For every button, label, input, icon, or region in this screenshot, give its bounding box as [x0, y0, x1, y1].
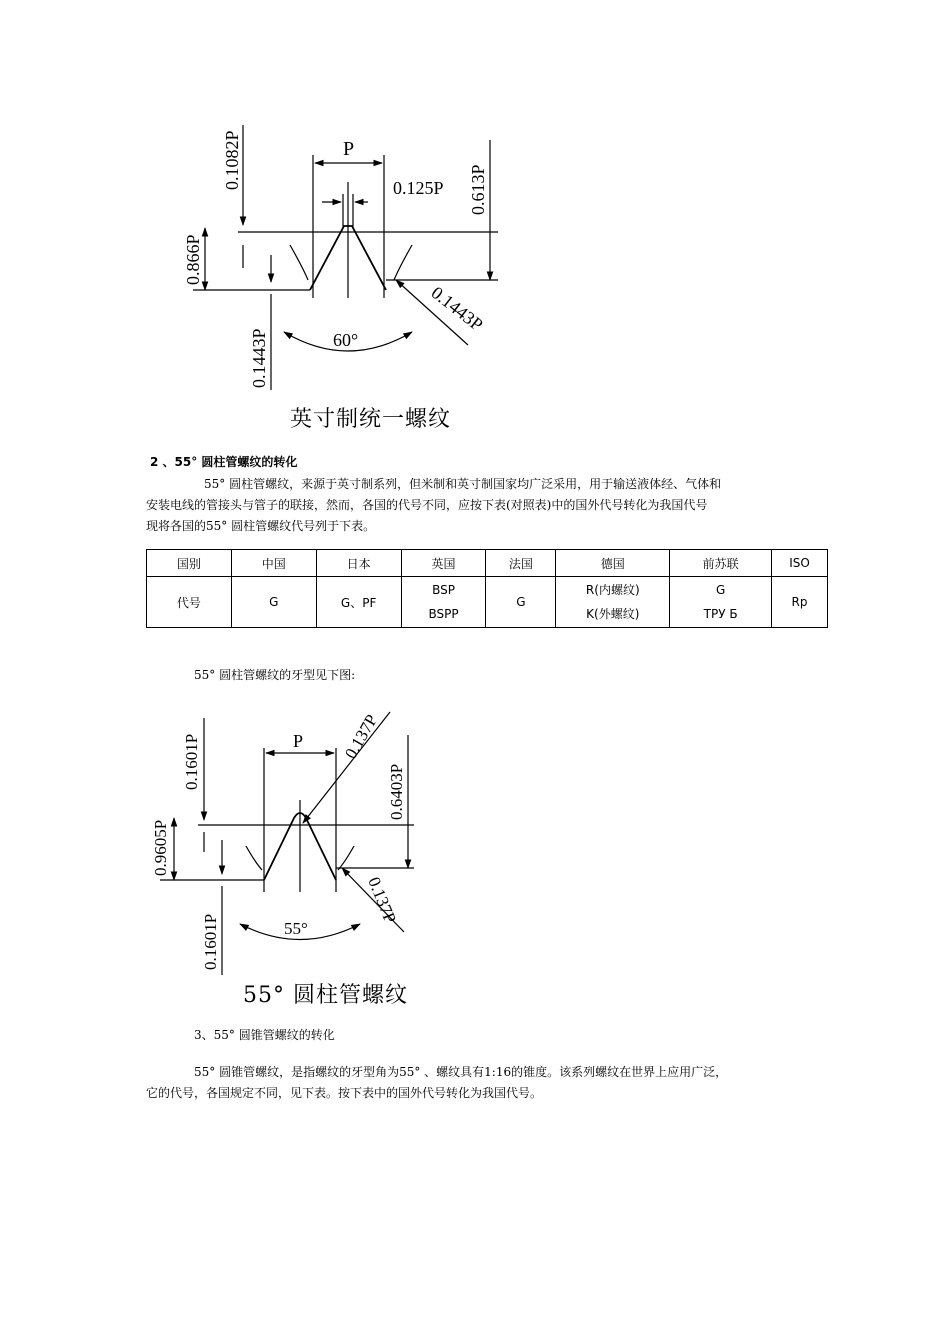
thread-code-table — [146, 549, 828, 628]
row-label: 代号 — [147, 577, 232, 628]
figure1-caption: 英寸制统一螺纹 — [290, 407, 452, 432]
header-uk: 英国 — [401, 550, 486, 577]
section3-paragraph — [146, 1062, 836, 1104]
fig2-label-root-right: 0.137P — [364, 874, 400, 926]
cell-china: G — [231, 577, 316, 628]
cell-germany — [556, 577, 670, 628]
fig2-label-height: 0.6403P — [387, 763, 406, 820]
table-row — [147, 577, 828, 628]
header-japan: 日本 — [316, 550, 401, 577]
header-germany: 德国 — [556, 550, 670, 577]
header-iso: ISO — [772, 550, 828, 577]
fig1-label-angle: 60° — [333, 330, 359, 350]
fig2-label-p: P — [293, 731, 304, 751]
section2-line-1: 55° 圆柱管螺纹，来源于英寸制系列，但米制和英寸制国家均广泛采用，用于输送液体经、气体和 — [204, 477, 722, 491]
table-header-row — [147, 550, 828, 577]
fig1-label-root-right: 0.1443P — [427, 282, 487, 335]
section3-heading: 3、55° 圆锥管螺纹的转化 — [194, 1028, 335, 1042]
section2-paragraph — [146, 474, 836, 537]
header-country: 国别 — [147, 550, 232, 577]
cell-france: G — [486, 577, 556, 628]
cell-uk — [401, 577, 486, 628]
fig1-label-height: 0.613P — [468, 164, 488, 215]
figure-unified-inch-thread — [150, 110, 510, 450]
fig2-label-root-left: 0.1601P — [201, 913, 220, 970]
figure2-intro: 55° 圆柱管螺纹的牙型见下图: — [194, 668, 356, 682]
cell-uk-line-2: BSPP — [428, 607, 459, 621]
section3-line-1: 55° 圆锥管螺纹，是指螺纹的牙型角为55° 、螺纹具有1:16的锥度。该系列螺纹在世界上应用广泛， — [194, 1065, 728, 1079]
section3-line-2: 它的代号，各国规定不同，见下表。按下表中的国外代号转化为我国代号。 — [146, 1086, 543, 1100]
header-france: 法国 — [486, 550, 556, 577]
cell-germany-line-1: R(内螺纹) — [585, 583, 640, 597]
fig1-label-crest-flat: 0.125P — [393, 178, 444, 198]
fig2-label-crest-radius: 0.137P — [341, 711, 382, 762]
cell-ussr — [670, 577, 772, 628]
fig2-label-angle: 55° — [284, 919, 308, 938]
section2-line-2: 安装电线的管接头与管子的联接，然而，各国的代号不同，应按下表(对照表)中的国外代号转化为我国代号 — [146, 498, 708, 512]
section2-heading: 2 、55° 圆柱管螺纹的转化 — [150, 455, 298, 469]
fig1-label-fundamental: 0.866P — [183, 234, 203, 285]
header-china: 中国 — [231, 550, 316, 577]
cell-ussr-line-2: TPУ Б — [703, 607, 738, 621]
cell-germany-line-2: K(外螺纹) — [586, 607, 640, 621]
cell-iso: Rp — [772, 577, 828, 628]
cell-ussr-line-1: G — [715, 583, 726, 597]
fig2-label-crest-offset: 0.1601P — [182, 733, 201, 790]
figure2-caption: 55° 圆柱管螺纹 — [243, 983, 408, 1008]
fig2-label-fundamental: 0.9605P — [151, 819, 170, 876]
header-ussr: 前苏联 — [670, 550, 772, 577]
fig1-label-crest-offset: 0.1082P — [222, 130, 242, 190]
section2-line-3: 现将各国的55° 圆柱管螺纹代号列于下表。 — [146, 519, 376, 533]
fig1-label-p: P — [343, 138, 355, 160]
fig1-label-root-left: 0.1443P — [249, 328, 269, 388]
cell-japan: G、PF — [316, 577, 401, 628]
figure-55-pipe-thread — [145, 700, 435, 980]
cell-uk-line-1: BSP — [432, 583, 455, 597]
